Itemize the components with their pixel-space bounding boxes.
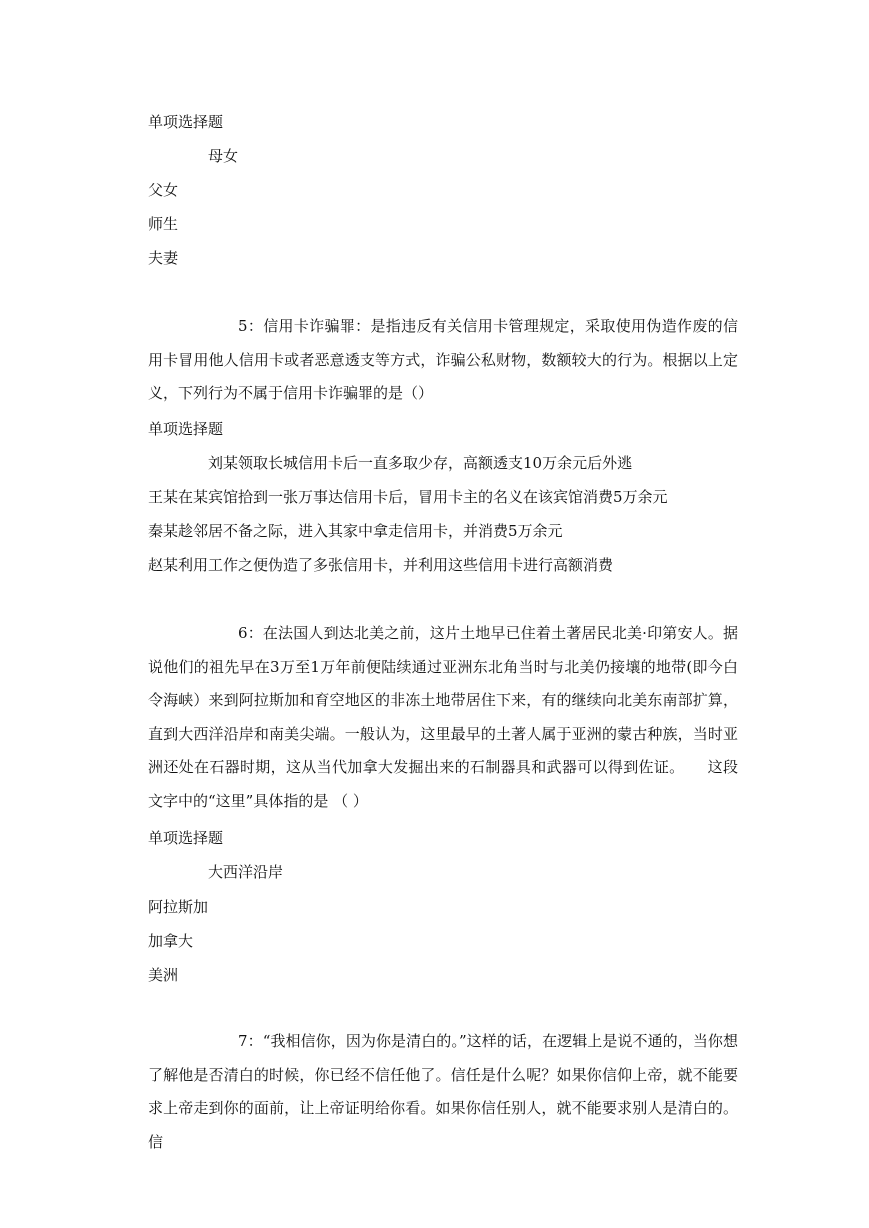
q6-stem: 6：在法国人到达北美之前，这片土地早已住着土著居民北美·印第安人。据说他们的祖先早在3万至1万年前便陆续通过亚洲东北角当时与北美仍接壤的地带(即今白令海峡）来到阿拉斯加和育空地区的非冻土地带居住下来，有的继续向北美东南部扩算，直到大西洋沿岸和南美尖端。一般认为，这里最早的土著人属于亚洲的蒙古种族，当时亚洲还处在石器时期，这从当代加拿大发掘出来的石制器具和武器可以得到佐证。 这段文字中的“这里”具体指的是 （ ） xyxy=(148,624,738,810)
q7-stem: 7：“我相信你，因为你是清白的。”这样的话，在逻辑上是说不通的，当你想了解他是否清白的时候，你已经不信任他了。信任是什么呢？如果你信仰上帝，就不能要求上帝走到你的面前，让上帝证明给你看。如果你信任别人，就不能要求别人是清白的。信 xyxy=(148,1032,738,1151)
q4-option-a: 母女 xyxy=(208,147,239,165)
q5-option-c: 秦某趁邻居不备之际，进入其家中拿走信用卡，并消费5万余元 xyxy=(148,522,563,540)
q6-option-b: 阿拉斯加 xyxy=(148,898,209,916)
q4-option-c: 师生 xyxy=(148,215,179,233)
q6-option-d: 美洲 xyxy=(148,966,179,984)
q4-type-label: 单项选择题 xyxy=(148,113,224,131)
q4-option-d: 夫妻 xyxy=(148,249,179,267)
q4-option-b: 父女 xyxy=(148,181,179,199)
q5-type-label: 单项选择题 xyxy=(148,420,224,438)
q5-stem: 5：信用卡诈骗罪：是指违反有关信用卡管理规定，采取使用伪造作废的信用卡冒用他人信用卡或者恶意透支等方式，诈骗公私财物，数额较大的行为。根据以上定义，下列行为不属于信用卡诈骗罪的是（） xyxy=(148,317,738,402)
q6-option-c: 加拿大 xyxy=(148,932,194,950)
q6-option-a: 大西洋沿岸 xyxy=(208,863,284,881)
q5-option-d: 赵某利用工作之便伪造了多张信用卡，并利用这些信用卡进行高额消费 xyxy=(148,556,614,574)
q6-type-label: 单项选择题 xyxy=(148,829,224,847)
q5-option-a: 刘某领取长城信用卡后一直多取少存，高额透支10万余元后外逃 xyxy=(208,454,633,472)
q5-option-b: 王某在某宾馆拾到一张万事达信用卡后，冒用卡主的名义在该宾馆消费5万余元 xyxy=(148,488,668,506)
